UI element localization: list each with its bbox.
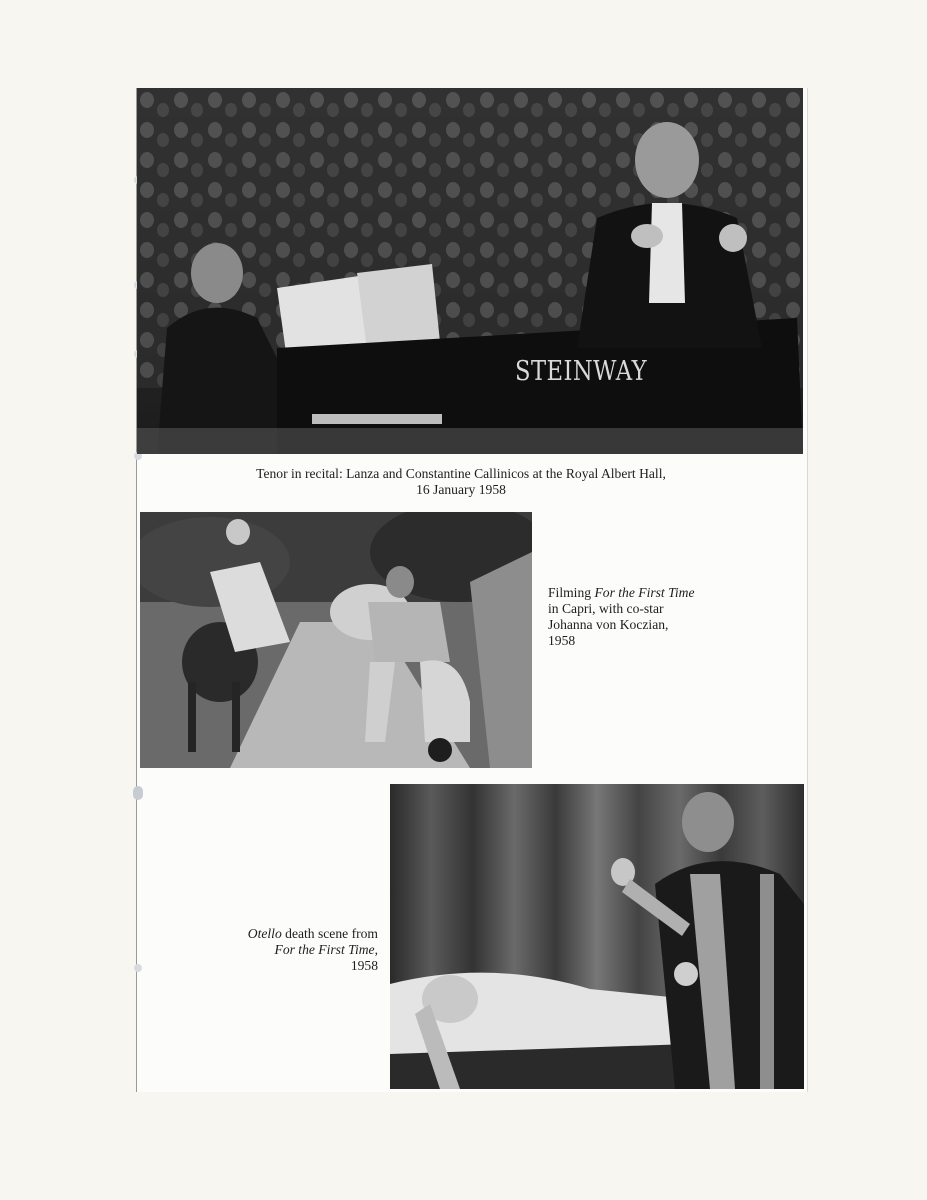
capri-caption-line1 (548, 585, 768, 601)
otello-caption (180, 926, 378, 974)
otello-photo (390, 784, 804, 1089)
otello-caption-line3: 1958 (350, 958, 378, 973)
capri-caption-line4: 1958 (548, 633, 576, 648)
recital-caption-line1: Tenor in recital: Lanza and Constantine Callinicos at the Royal Albert Hall, (256, 466, 666, 481)
binder-hole (134, 964, 142, 972)
otello-image (390, 784, 804, 1089)
otello-caption-line2 (180, 942, 378, 958)
capri-caption-line3: Johanna von Koczian, (548, 617, 669, 632)
otello-caption-title: Otello (247, 926, 282, 941)
recital-image (137, 88, 803, 454)
otello-caption-suffix: death scene from (281, 926, 378, 941)
capri-caption-title: For the First Time (594, 585, 695, 600)
capri-caption (548, 585, 768, 649)
capri-caption-prefix: Filming (548, 585, 595, 600)
piano-brand-text: STEINWAY (515, 356, 647, 387)
recital-photo (137, 88, 803, 454)
capri-image (140, 512, 532, 768)
recital-caption-line2: 16 January 1958 (416, 482, 506, 497)
capri-caption-line2: in Capri, with co-star (548, 601, 664, 616)
otello-caption-comma: , (374, 942, 378, 957)
binder-hole (133, 786, 143, 800)
otello-caption-line1 (180, 926, 378, 942)
otello-caption-film-title: For the First Time (274, 942, 375, 957)
capri-photo (140, 512, 532, 768)
recital-caption (226, 466, 696, 498)
